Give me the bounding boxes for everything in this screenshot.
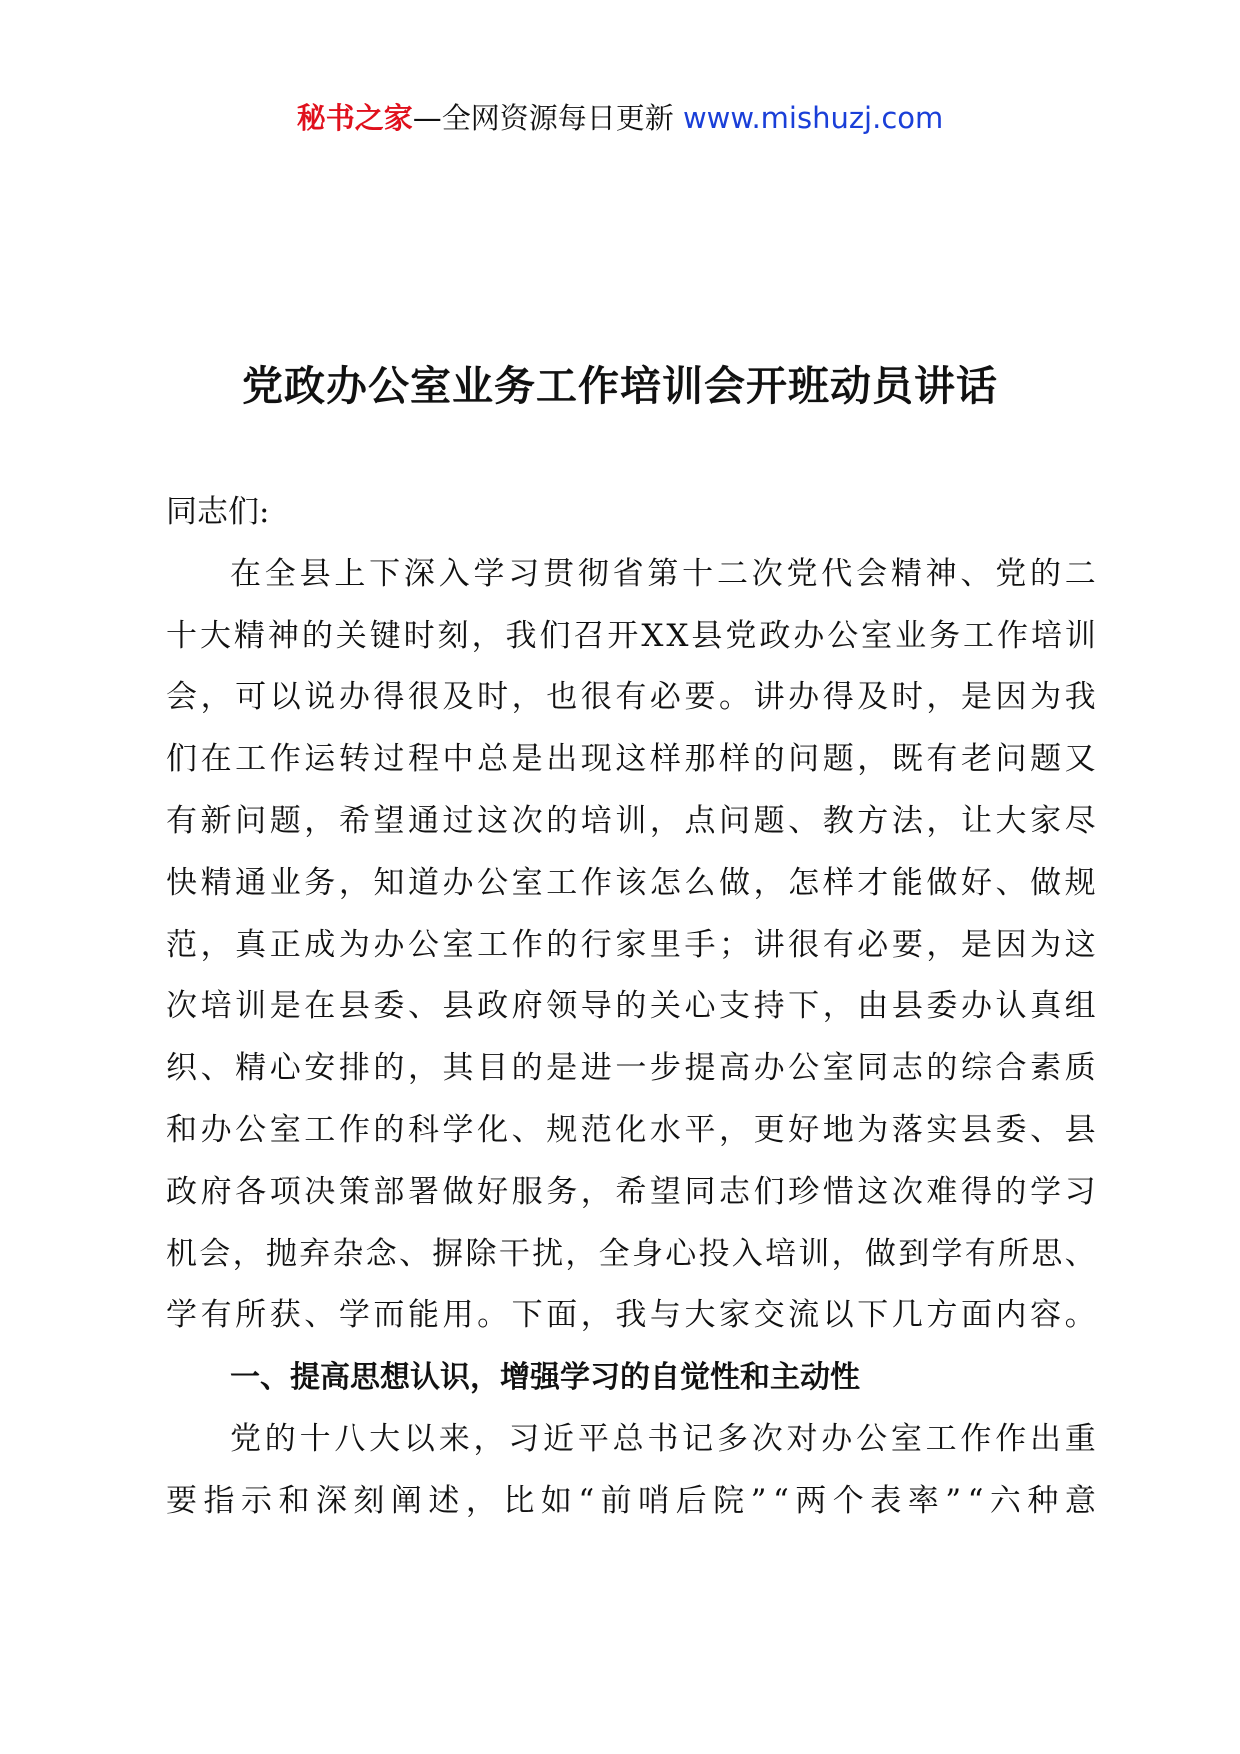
paragraph-line: 和 办 公 室 工 作 的 科 学 化 、 规 范 化 水 平 ， 更 好 地 为 落 实 县 委 、 县	[166, 1111, 1096, 1148]
paragraph-line: 们 在 工 作 运 转 过 程 中 总 是 出 现 这 样 那 样 的 问 题 ， 既 有 老 问 题 又	[166, 741, 1096, 778]
paragraph-line: 织 、 精 心 安 排 的 ， 其 目 的 是 进 一 步 提 高 办 公 室 同 志 的 综 合 素 质	[166, 1050, 1096, 1087]
paragraph-line: 党 的 十 八 大 以 来 ， 习 近 平 总 书 记 多 次 对 办 公 室 工 作 作 出 重	[230, 1420, 1096, 1457]
section-heading: 一、提高思想认识，增强学习的自觉性和主动性	[230, 1360, 860, 1396]
salutation-line: 同志们:	[166, 494, 270, 530]
paragraph-line: 会 ， 可 以 说 办 得 很 及 时 ， 也 很 有 必 要 。 讲 办 得 及 时 ， 是 因 为 我	[166, 679, 1096, 716]
paragraph-line: 快 精 通 业 务 ， 知 道 办 公 室 工 作 该 怎 么 做 ， 怎 样 才 能 做 好 、 做 规	[166, 864, 1096, 901]
paragraph-line: 机 会 ， 抛 弃 杂 念 、 摒 除 干 扰 ， 全 身 心 投 入 培 训 ， 做 到 学 有 所 思 、	[166, 1235, 1096, 1272]
paragraph-line: 学 有 所 获 、 学 而 能 用 。 下 面 ， 我 与 大 家 交 流 以 下 几 方 面 内 容 。	[166, 1297, 1096, 1334]
paragraph-line: 在 全 县 上 下 深 入 学 习 贯 彻 省 第 十 二 次 党 代 会 精 神 、 党 的 二	[230, 555, 1096, 592]
paragraph-line: 政 府 各 项 决 策 部 署 做 好 服 务 ， 希 望 同 志 们 珍 惜 这 次 难 得 的 学 习	[166, 1173, 1096, 1210]
site-brand-name: 秘书之家	[296, 101, 413, 135]
paragraph-line: 有 新 问 题 ， 希 望 通 过 这 次 的 培 训 ， 点 问 题 、 教 方 法 ， 让 大 家 尽	[166, 802, 1096, 839]
site-header-banner	[0, 98, 1240, 138]
document-title: 党政办公室业务工作培训会开班动员讲话	[242, 362, 998, 410]
document-body	[166, 482, 1096, 1533]
site-url-link[interactable]: www.mishuzj.com	[682, 101, 944, 135]
paragraph-line: 要 指 示 和 深 刻 阐 述 ， 比 如 “ 前 哨 后 院 ” “ 两 个 表 率 ” “ 六 种 意	[166, 1482, 1096, 1519]
site-tagline: —全网资源每日更新	[412, 101, 674, 135]
paragraph-line: 十 大 精 神 的 关 键 时 刻 ， 我 们 召 开 X X 县 党 政 办 公 室 业 务 工 作 培 训	[166, 617, 1096, 654]
paragraph-line: 范 ， 真 正 成 为 办 公 室 工 作 的 行 家 里 手 ； 讲 很 有 必 要 ， 是 因 为 这	[166, 926, 1096, 963]
paragraph-line: 次 培 训 是 在 县 委 、 县 政 府 领 导 的 关 心 支 持 下 ， 由 县 委 办 认 真 组	[166, 988, 1096, 1025]
